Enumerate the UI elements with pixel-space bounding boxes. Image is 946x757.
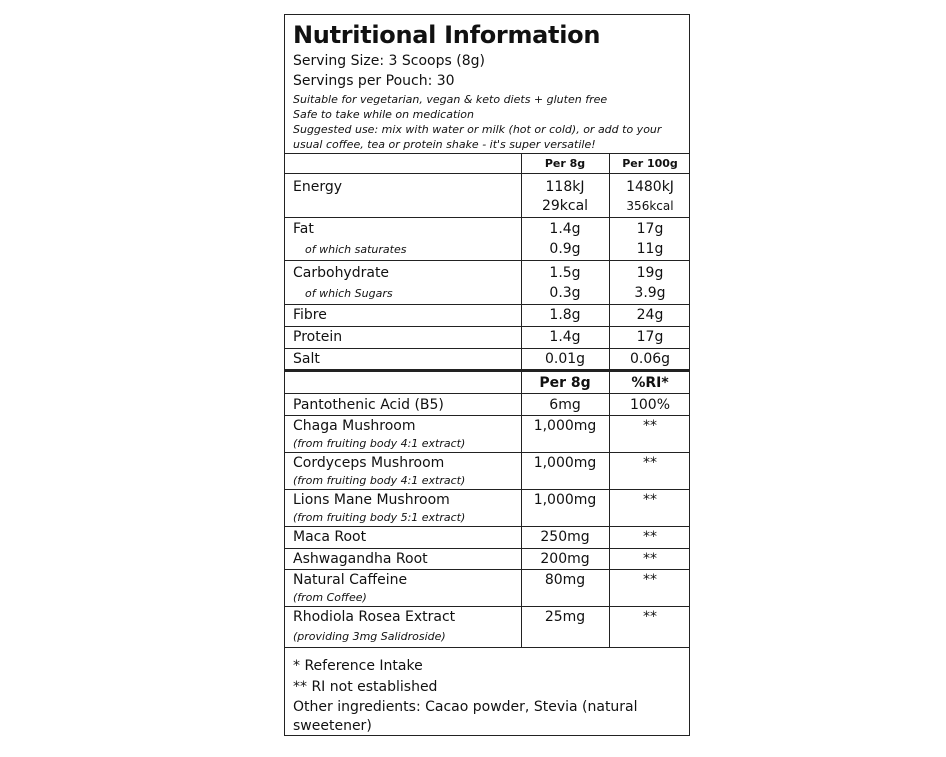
note-suggested-use: Suggested use: mix with water or milk (hot or cold), or add to your <box>293 123 662 136</box>
header-ri: %RI* <box>631 375 669 391</box>
thick-divider <box>285 369 689 372</box>
row-label: Lions Mane Mushroom <box>293 492 450 508</box>
divider <box>285 647 689 648</box>
row-ri: ** <box>643 551 657 567</box>
row-sub: (from fruiting body 5:1 extract) <box>293 511 466 524</box>
row-amount: 25mg <box>544 609 586 625</box>
header-per-8g: Per 8g <box>539 375 591 391</box>
divider <box>285 452 689 453</box>
divider <box>285 393 689 394</box>
fibre-per8: 1.8g <box>549 307 581 323</box>
divider <box>285 173 689 174</box>
row-amount: 1,000mg <box>533 418 597 434</box>
row-label: Pantothenic Acid (B5) <box>293 397 444 413</box>
carbohydrate-per100: 19g <box>636 265 664 281</box>
ri-not-established-note: ** RI not established <box>293 679 438 695</box>
fat-label: Fat <box>293 221 314 237</box>
row-amount: 250mg <box>540 529 590 545</box>
saturates-label: of which saturates <box>305 243 407 256</box>
row-ri: ** <box>643 492 657 508</box>
saturates-per100: 11g <box>636 241 664 257</box>
other-ingredients-cont: sweetener) <box>293 718 372 734</box>
header-per-8g: Per 8g <box>544 157 586 170</box>
row-ri: ** <box>643 529 657 545</box>
fat-per8: 1.4g <box>549 221 581 237</box>
energy-per8-kj: 118kJ <box>545 179 585 195</box>
panel-title: Nutritional Information <box>293 21 601 49</box>
sugars-per8: 0.3g <box>549 285 581 301</box>
row-amount: 6mg <box>549 397 581 413</box>
protein-per8: 1.4g <box>549 329 581 345</box>
energy-per100-kcal: 356kcal <box>626 199 674 213</box>
row-ri: ** <box>643 572 657 588</box>
sugars-per100: 3.9g <box>634 285 666 301</box>
row-amount: 80mg <box>544 572 586 588</box>
row-ri: ** <box>643 455 657 471</box>
row-label: Cordyceps Mushroom <box>293 455 445 471</box>
divider <box>285 489 689 490</box>
divider <box>285 217 689 218</box>
row-label: Natural Caffeine <box>293 572 408 588</box>
row-sub: (providing 3mg Salidroside) <box>293 630 446 643</box>
serving-size: Serving Size: 3 Scoops (8g) <box>293 53 485 69</box>
row-sub: (from fruiting body 4:1 extract) <box>293 437 466 450</box>
row-label: Chaga Mushroom <box>293 418 416 434</box>
row-sub: (from Coffee) <box>293 591 367 604</box>
divider <box>285 348 689 349</box>
row-ri: ** <box>643 609 657 625</box>
carbohydrate-per8: 1.5g <box>549 265 581 281</box>
row-ri: ** <box>643 418 657 434</box>
divider <box>285 548 689 549</box>
energy-label: Energy <box>293 179 343 195</box>
divider <box>285 415 689 416</box>
sugars-label: of which Sugars <box>305 287 393 300</box>
row-amount: 1,000mg <box>533 492 597 508</box>
salt-per100: 0.06g <box>629 351 671 367</box>
note-diet: Suitable for vegetarian, vegan & keto diets + gluten free <box>293 93 608 106</box>
other-ingredients: Other ingredients: Cacao powder, Stevia (natural <box>293 699 638 715</box>
fibre-label: Fibre <box>293 307 327 323</box>
divider <box>285 153 689 154</box>
note-suggested-use-cont: usual coffee, tea or protein shake - it's super versatile! <box>293 138 596 151</box>
divider <box>285 526 689 527</box>
divider <box>285 260 689 261</box>
row-amount: 200mg <box>540 551 590 567</box>
energy-per100-kj: 1480kJ <box>626 179 674 195</box>
row-ri: 100% <box>629 397 671 413</box>
reference-intake-note: * Reference Intake <box>293 658 423 674</box>
row-sub: (from fruiting body 4:1 extract) <box>293 474 466 487</box>
row-amount: 1,000mg <box>533 455 597 471</box>
divider <box>285 304 689 305</box>
fat-per100: 17g <box>636 221 664 237</box>
fibre-per100: 24g <box>636 307 664 323</box>
nutrition-panel <box>284 14 690 736</box>
servings-per-pouch: Servings per Pouch: 30 <box>293 73 455 89</box>
divider <box>285 606 689 607</box>
protein-label: Protein <box>293 329 343 345</box>
divider <box>285 326 689 327</box>
salt-label: Salt <box>293 351 320 367</box>
protein-per100: 17g <box>636 329 664 345</box>
divider <box>285 569 689 570</box>
row-label: Ashwagandha Root <box>293 551 428 567</box>
header-per-100g: Per 100g <box>622 157 678 170</box>
row-label: Maca Root <box>293 529 367 545</box>
carbohydrate-label: Carbohydrate <box>293 265 390 281</box>
note-medication: Safe to take while on medication <box>293 108 475 121</box>
energy-per8-kcal: 29kcal <box>541 198 589 214</box>
saturates-per8: 0.9g <box>549 241 581 257</box>
row-label: Rhodiola Rosea Extract <box>293 609 456 625</box>
salt-per8: 0.01g <box>544 351 586 367</box>
